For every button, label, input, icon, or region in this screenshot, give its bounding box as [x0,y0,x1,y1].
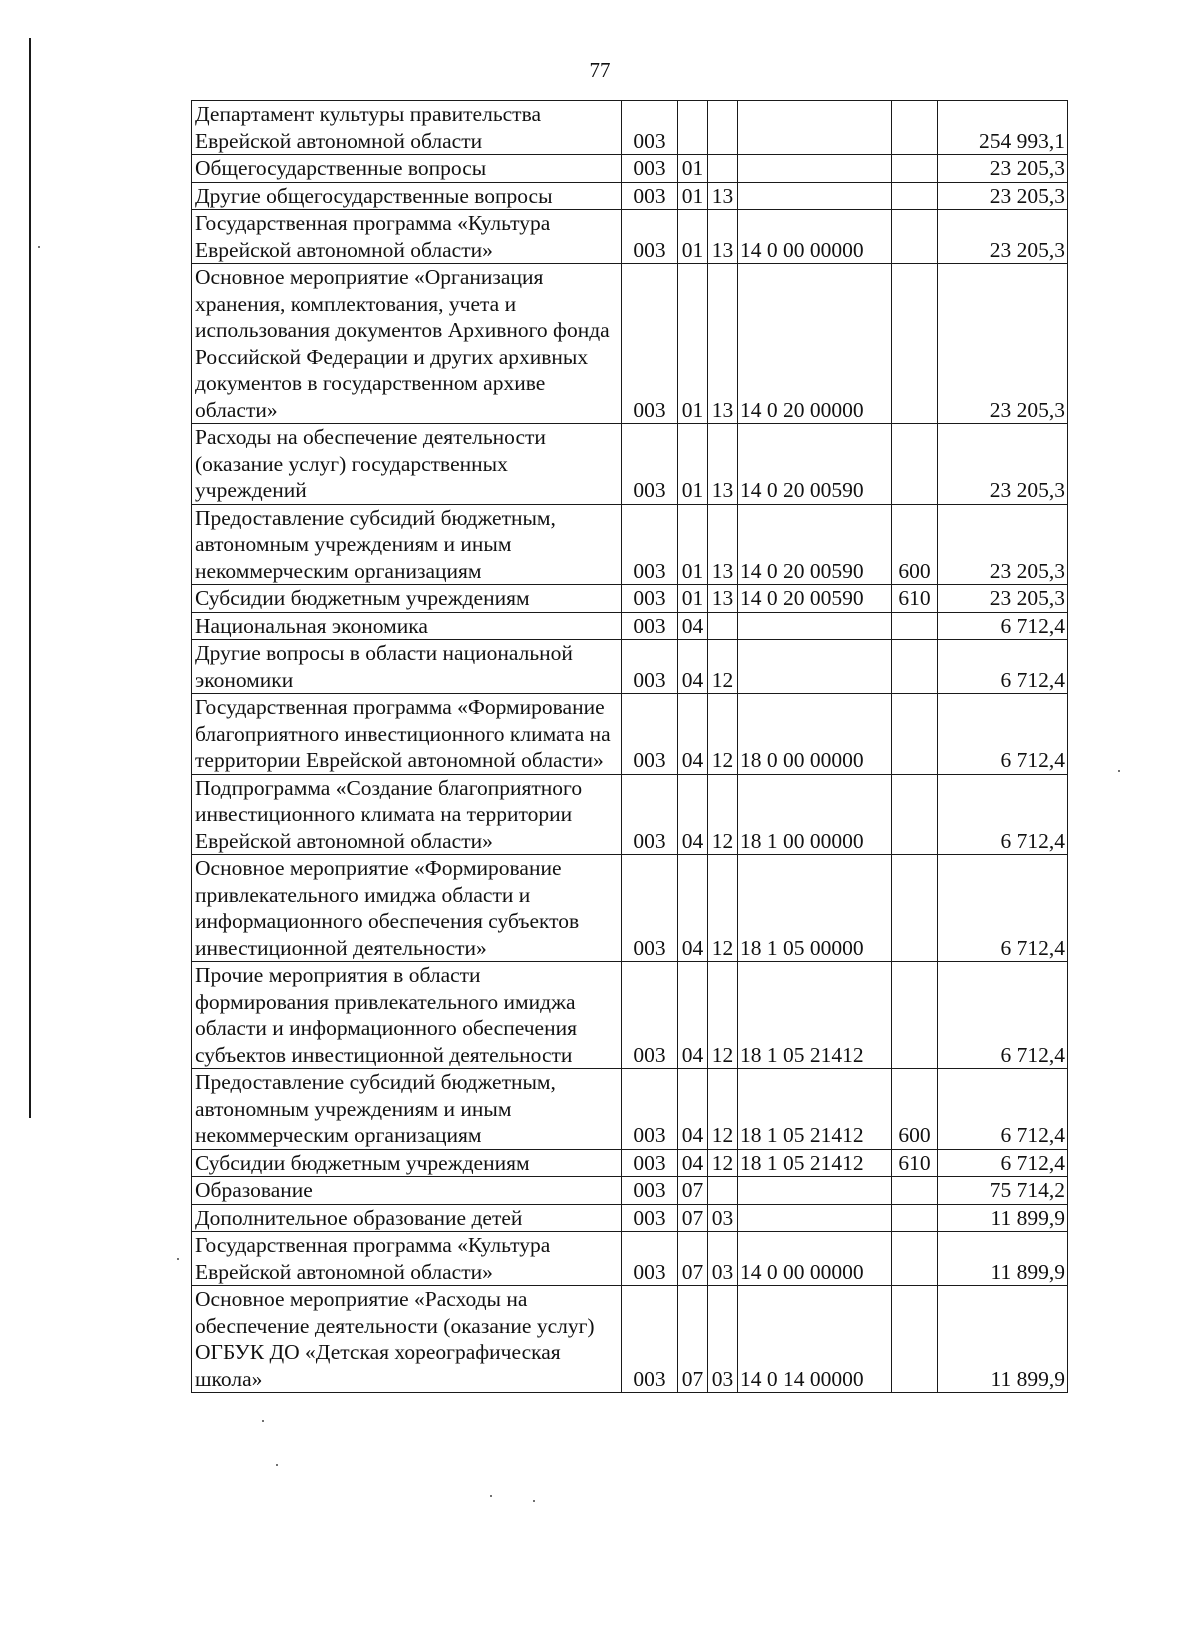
row-expense-type-code [892,182,938,210]
row-subsection-code: 12 [708,1069,738,1150]
row-ved-code: 003 [622,1232,678,1286]
row-section-code: 01 [678,585,708,613]
row-ved-code: 003 [622,612,678,640]
scan-speck [38,246,40,248]
row-expense-type-code [892,210,938,264]
row-expense-type-code [892,962,938,1069]
table-row [192,1177,1068,1205]
row-amount: 23 205,3 [938,210,1068,264]
row-subsection-code: 12 [708,640,738,694]
row-target-article-code: 18 1 05 21412 [738,1149,892,1177]
row-amount: 6 712,4 [938,694,1068,775]
row-subsection-code [708,101,738,155]
row-subsection-code: 13 [708,210,738,264]
scan-speck [177,1258,179,1260]
row-expense-type-code [892,1232,938,1286]
row-subsection-code: 13 [708,585,738,613]
row-ved-code: 003 [622,774,678,855]
row-target-article-code: 18 0 00 00000 [738,694,892,775]
row-name: Дополнительное образование детей [192,1204,622,1232]
row-amount: 23 205,3 [938,155,1068,183]
row-expense-type-code [892,612,938,640]
budget-table [191,100,1068,1393]
row-name: Основное мероприятие «Формирование привлекательного имиджа области и информационного обеспечения субъектов инвестиционной деятельности» [192,855,622,962]
row-amount: 11 899,9 [938,1204,1068,1232]
row-section-code: 04 [678,1149,708,1177]
table-row [192,694,1068,775]
row-ved-code: 003 [622,1286,678,1393]
row-subsection-code: 13 [708,264,738,424]
table-row [192,774,1068,855]
row-amount: 6 712,4 [938,1149,1068,1177]
row-section-code: 01 [678,155,708,183]
row-expense-type-code: 610 [892,585,938,613]
row-amount: 23 205,3 [938,264,1068,424]
row-amount: 23 205,3 [938,182,1068,210]
row-ved-code: 003 [622,962,678,1069]
row-ved-code: 003 [622,1149,678,1177]
row-ved-code: 003 [622,182,678,210]
row-target-article-code [738,1204,892,1232]
row-subsection-code: 12 [708,774,738,855]
row-expense-type-code [892,640,938,694]
table-row [192,504,1068,585]
table-row [192,210,1068,264]
row-amount: 23 205,3 [938,504,1068,585]
table-row [192,101,1068,155]
row-target-article-code: 14 0 20 00590 [738,504,892,585]
table-row [192,1286,1068,1393]
row-section-code [678,101,708,155]
row-subsection-code: 13 [708,424,738,505]
row-expense-type-code [892,694,938,775]
row-subsection-code: 03 [708,1232,738,1286]
table-row [192,424,1068,505]
row-target-article-code: 14 0 14 00000 [738,1286,892,1393]
row-target-article-code [738,612,892,640]
row-section-code: 07 [678,1177,708,1205]
row-amount: 6 712,4 [938,855,1068,962]
row-amount: 11 899,9 [938,1232,1068,1286]
table-row [192,962,1068,1069]
row-target-article-code [738,640,892,694]
row-name: Субсидии бюджетным учреждениям [192,1149,622,1177]
row-name: Предоставление субсидий бюджетным, автономным учреждениям и иным некоммерческим организациям [192,1069,622,1150]
row-section-code: 04 [678,694,708,775]
row-amount: 11 899,9 [938,1286,1068,1393]
row-section-code: 01 [678,182,708,210]
row-name: Расходы на обеспечение деятельности (оказание услуг) государственных учреждений [192,424,622,505]
row-target-article-code: 18 1 00 00000 [738,774,892,855]
row-name: Государственная программа «Культура Еврейской автономной области» [192,1232,622,1286]
row-ved-code: 003 [622,155,678,183]
row-ved-code: 003 [622,424,678,505]
row-section-code: 04 [678,962,708,1069]
scan-speck [533,1500,535,1502]
row-ved-code: 003 [622,1177,678,1205]
row-expense-type-code [892,774,938,855]
row-section-code: 04 [678,640,708,694]
row-target-article-code [738,101,892,155]
row-section-code: 07 [678,1286,708,1393]
row-name: Другие общегосударственные вопросы [192,182,622,210]
scan-margin-line [29,38,31,1118]
row-expense-type-code [892,101,938,155]
row-expense-type-code: 600 [892,1069,938,1150]
row-target-article-code: 18 1 05 21412 [738,1069,892,1150]
row-amount: 6 712,4 [938,774,1068,855]
row-amount: 6 712,4 [938,612,1068,640]
row-subsection-code [708,612,738,640]
row-amount: 254 993,1 [938,101,1068,155]
row-expense-type-code [892,855,938,962]
row-name: Прочие мероприятия в области формирования привлекательного имиджа области и информационного обеспечения субъектов инвестиционной деятельности [192,962,622,1069]
row-expense-type-code [892,1204,938,1232]
row-amount: 6 712,4 [938,1069,1068,1150]
row-amount: 6 712,4 [938,962,1068,1069]
row-ved-code: 003 [622,694,678,775]
row-name: Предоставление субсидий бюджетным, автономным учреждениям и иным некоммерческим организациям [192,504,622,585]
row-target-article-code: 14 0 20 00590 [738,424,892,505]
table-row [192,1232,1068,1286]
row-ved-code: 003 [622,264,678,424]
row-section-code: 04 [678,855,708,962]
row-section-code: 04 [678,774,708,855]
row-name: Субсидии бюджетным учреждениям [192,585,622,613]
row-amount: 6 712,4 [938,640,1068,694]
row-expense-type-code: 610 [892,1149,938,1177]
row-ved-code: 003 [622,504,678,585]
row-name: Государственная программа «Формирование благоприятного инвестиционного климата на территории Еврейской автономной области» [192,694,622,775]
table-row [192,1149,1068,1177]
row-section-code: 07 [678,1232,708,1286]
row-ved-code: 003 [622,1204,678,1232]
row-amount: 75 714,2 [938,1177,1068,1205]
scan-speck [276,1464,278,1466]
scan-speck [1118,770,1120,772]
row-expense-type-code [892,424,938,505]
row-name: Основное мероприятие «Организация хранения, комплектования, учета и использования документов Архивного фонда Российской Федерации и других архивных документов в государственном архиве области» [192,264,622,424]
row-subsection-code: 12 [708,694,738,775]
row-name: Департамент культуры правительства Еврейской автономной области [192,101,622,155]
row-subsection-code: 12 [708,1149,738,1177]
row-subsection-code: 12 [708,962,738,1069]
row-expense-type-code [892,264,938,424]
row-subsection-code: 03 [708,1204,738,1232]
row-target-article-code [738,155,892,183]
row-target-article-code: 14 0 20 00590 [738,585,892,613]
row-target-article-code: 14 0 00 00000 [738,1232,892,1286]
row-target-article-code: 14 0 20 00000 [738,264,892,424]
row-amount: 23 205,3 [938,424,1068,505]
row-amount: 23 205,3 [938,585,1068,613]
row-name: Национальная экономика [192,612,622,640]
table-row [192,182,1068,210]
row-name: Общегосударственные вопросы [192,155,622,183]
table-row [192,1204,1068,1232]
row-subsection-code [708,155,738,183]
row-target-article-code: 18 1 05 21412 [738,962,892,1069]
row-section-code: 01 [678,210,708,264]
row-expense-type-code [892,155,938,183]
row-expense-type-code: 600 [892,504,938,585]
table-row [192,264,1068,424]
row-ved-code: 003 [622,101,678,155]
budget-table-body [192,101,1068,1393]
table-row [192,1069,1068,1150]
row-ved-code: 003 [622,640,678,694]
row-target-article-code: 14 0 00 00000 [738,210,892,264]
row-subsection-code: 13 [708,182,738,210]
table-row [192,855,1068,962]
row-subsection-code: 12 [708,855,738,962]
row-ved-code: 003 [622,1069,678,1150]
row-expense-type-code [892,1286,938,1393]
row-ved-code: 003 [622,855,678,962]
table-row [192,155,1068,183]
row-name: Другие вопросы в области национальной экономики [192,640,622,694]
row-target-article-code [738,1177,892,1205]
row-ved-code: 003 [622,210,678,264]
page-number: 77 [589,58,611,82]
table-row [192,585,1068,613]
table-row [192,612,1068,640]
row-name: Подпрограмма «Создание благоприятного инвестиционного климата на территории Еврейской автономной области» [192,774,622,855]
row-section-code: 07 [678,1204,708,1232]
row-section-code: 04 [678,1069,708,1150]
row-section-code: 01 [678,504,708,585]
row-subsection-code [708,1177,738,1205]
row-section-code: 01 [678,424,708,505]
row-name: Образование [192,1177,622,1205]
row-name: Государственная программа «Культура Еврейской автономной области» [192,210,622,264]
row-name: Основное мероприятие «Расходы на обеспечение деятельности (оказание услуг) ОГБУК ДО «Детская хореографическая школа» [192,1286,622,1393]
row-target-article-code [738,182,892,210]
row-target-article-code: 18 1 05 00000 [738,855,892,962]
row-expense-type-code [892,1177,938,1205]
row-subsection-code: 13 [708,504,738,585]
scan-speck [262,1420,264,1422]
table-row [192,640,1068,694]
row-section-code: 04 [678,612,708,640]
row-ved-code: 003 [622,585,678,613]
row-section-code: 01 [678,264,708,424]
scan-speck [490,1495,492,1497]
row-subsection-code: 03 [708,1286,738,1393]
